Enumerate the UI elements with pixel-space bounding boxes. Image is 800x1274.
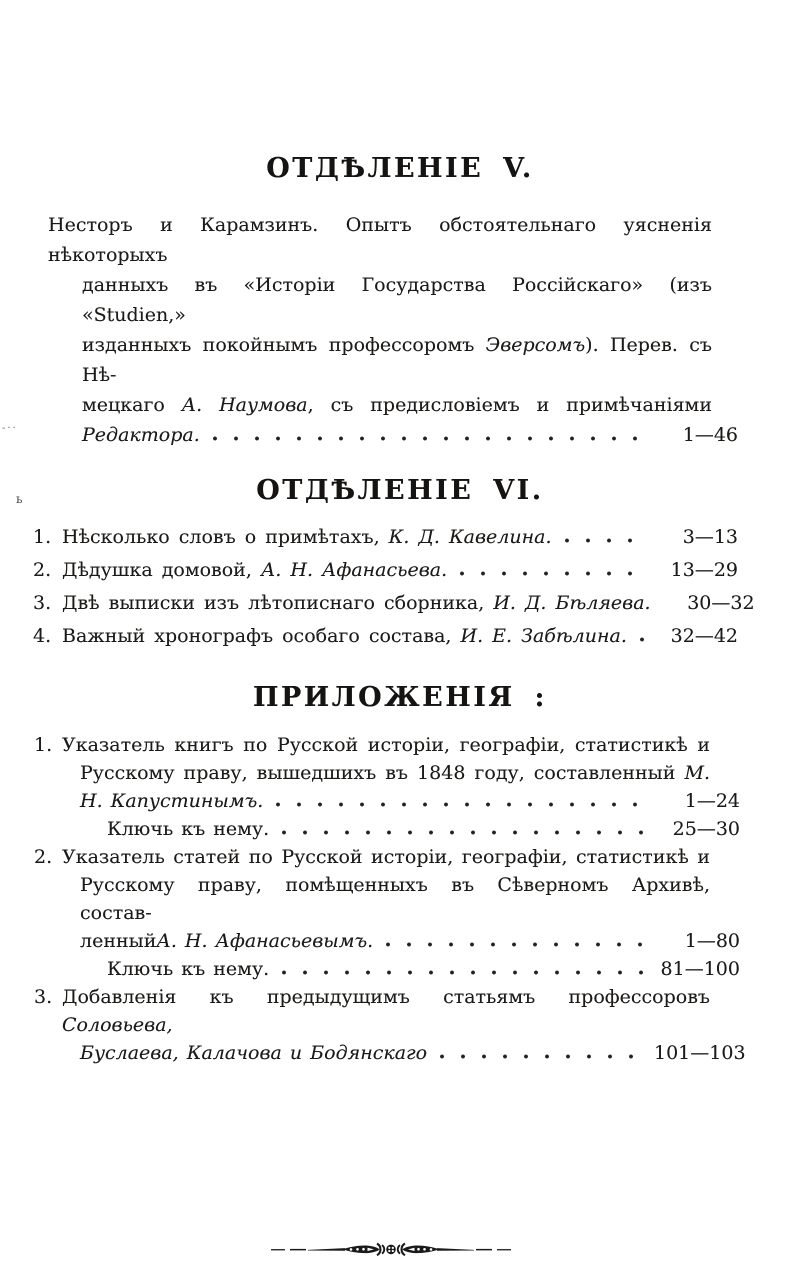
dot-leader [564, 538, 646, 543]
text-segment: Ключь къ нему. [107, 818, 270, 841]
text-segment: данныхъ въ «Исторіи Государства Россійскаго» (изъ «Studien,» [82, 273, 712, 326]
text-segment: Указатель книгъ по Русской исторіи, географіи, статистикѣ и [62, 734, 710, 757]
author-name: А. Н. Афанасьевымъ. [156, 930, 374, 953]
item-number: 3. [34, 986, 53, 1009]
appendix-heading: ПРИЛОЖЕНІЯ : [252, 682, 548, 714]
toc-line [48, 390, 738, 420]
author-name: М. [684, 762, 710, 785]
page-range: 32—42 [670, 625, 738, 648]
toc-item [34, 731, 740, 759]
toc-item [33, 521, 738, 554]
item-number: 2. [34, 846, 53, 869]
text-segment: Нѣсколько словъ о примѣтахъ, [62, 526, 389, 549]
section-v-entry [48, 210, 738, 450]
page-range: 81—100 [660, 958, 740, 981]
item-number: 1. [34, 734, 53, 757]
item-number: 1. [33, 526, 52, 549]
toc-item [34, 983, 740, 1039]
section-v-heading: ОТДѢЛЕНІЕ V. [266, 153, 534, 184]
section-vi-heading: ОТДѢЛЕНІЕ VI. [256, 474, 544, 506]
page-range: 101—103 [654, 1042, 746, 1065]
section-vi-list [33, 521, 755, 653]
toc-item [33, 587, 755, 620]
toc-line [48, 330, 738, 390]
scan-artifact-mark: ь [16, 492, 25, 506]
dot-leader [639, 637, 646, 642]
toc-line [62, 731, 740, 759]
dot-leader [281, 830, 648, 835]
author-name: И. Д. Бѣляева. [493, 592, 651, 615]
toc-line [34, 759, 740, 787]
text-segment: мецкаго [82, 393, 182, 416]
text-segment: Двѣ выписки изъ лѣтописнаго сборника, [62, 592, 494, 615]
page-range: 25—30 [672, 818, 740, 841]
page-range: 1—24 [684, 790, 740, 813]
page-range: 1—46 [682, 423, 738, 446]
toc-line [34, 787, 740, 815]
toc-line [34, 815, 740, 843]
toc-item [34, 843, 740, 871]
page-range: 13—29 [670, 559, 738, 582]
text-segment: Дѣдушка домовой, [62, 559, 261, 582]
item-title [62, 620, 627, 653]
author-name: К. Д. Кавелина. [388, 526, 552, 549]
author-name: Н. Капустинымъ. [80, 790, 264, 813]
text-segment: , съ предисловіемъ и примѣчаніями [307, 393, 712, 416]
text-segment: Русскому праву, помѣщенныхъ въ Сѣверномъ Архивѣ, состав- [80, 874, 710, 925]
toc-line [34, 1039, 746, 1067]
toc-line [48, 420, 738, 450]
toc-line [34, 955, 740, 983]
toc-line [62, 843, 740, 871]
author-name: Буслаева, Калачова и Бодянскаго [80, 1042, 428, 1065]
dot-leader [385, 942, 648, 947]
text-segment: Русскому праву, вышедшихъ въ 1848 году, составленный [80, 762, 685, 785]
dot-leader [281, 970, 648, 975]
author-name: Соловьева, [62, 1014, 173, 1037]
author-name: Эверсомъ [485, 333, 586, 356]
text-segment: Добавленія къ предыдущимъ статьямъ профессоровъ [62, 986, 710, 1009]
item-number: 3. [33, 592, 52, 615]
page-range: 1—80 [684, 930, 740, 953]
text-segment: Указатель статей по Русской исторіи, географіи, статистикѣ и [62, 846, 710, 869]
toc-line [34, 871, 740, 927]
text-segment: изданныхъ покойнымъ профессоромъ [82, 333, 486, 356]
author-name: Редактора. [82, 423, 200, 446]
item-title [62, 554, 447, 587]
item-number: 4. [33, 625, 52, 648]
toc-item [33, 620, 738, 653]
item-title [62, 587, 651, 620]
dot-leader [212, 436, 646, 441]
page-range: 3—13 [682, 526, 738, 549]
dot-leader [439, 1054, 648, 1059]
dot-leader [275, 802, 648, 807]
text-segment: Важный хронографъ особаго состава, [62, 625, 461, 648]
author-name: И. Е. Забѣлина. [460, 625, 627, 648]
toc-item [33, 554, 738, 587]
author-name: А. Наумова [181, 393, 308, 416]
author-name: А. Н. Афанасьева. [260, 559, 448, 582]
toc-line [48, 210, 738, 270]
text-segment: ленный [80, 930, 157, 953]
toc-line [62, 983, 740, 1039]
text-segment: Ключь къ нему. [107, 958, 270, 981]
appendix-list [34, 731, 746, 1067]
toc-line [34, 927, 740, 955]
page-range: 30—32 [687, 592, 755, 615]
text-segment: Несторъ и Карамзинъ. Опытъ обстоятельнаго уясненія нѣкоторыхъ [48, 213, 712, 266]
text-segment: ). Перев. съ Нѣ- [82, 333, 712, 386]
item-title [62, 521, 552, 554]
scan-artifact-dash: -·· [2, 423, 18, 434]
item-number: 2. [33, 559, 52, 582]
dot-leader [459, 571, 646, 576]
toc-line [48, 270, 738, 330]
tailpiece-ornament [271, 1237, 511, 1263]
